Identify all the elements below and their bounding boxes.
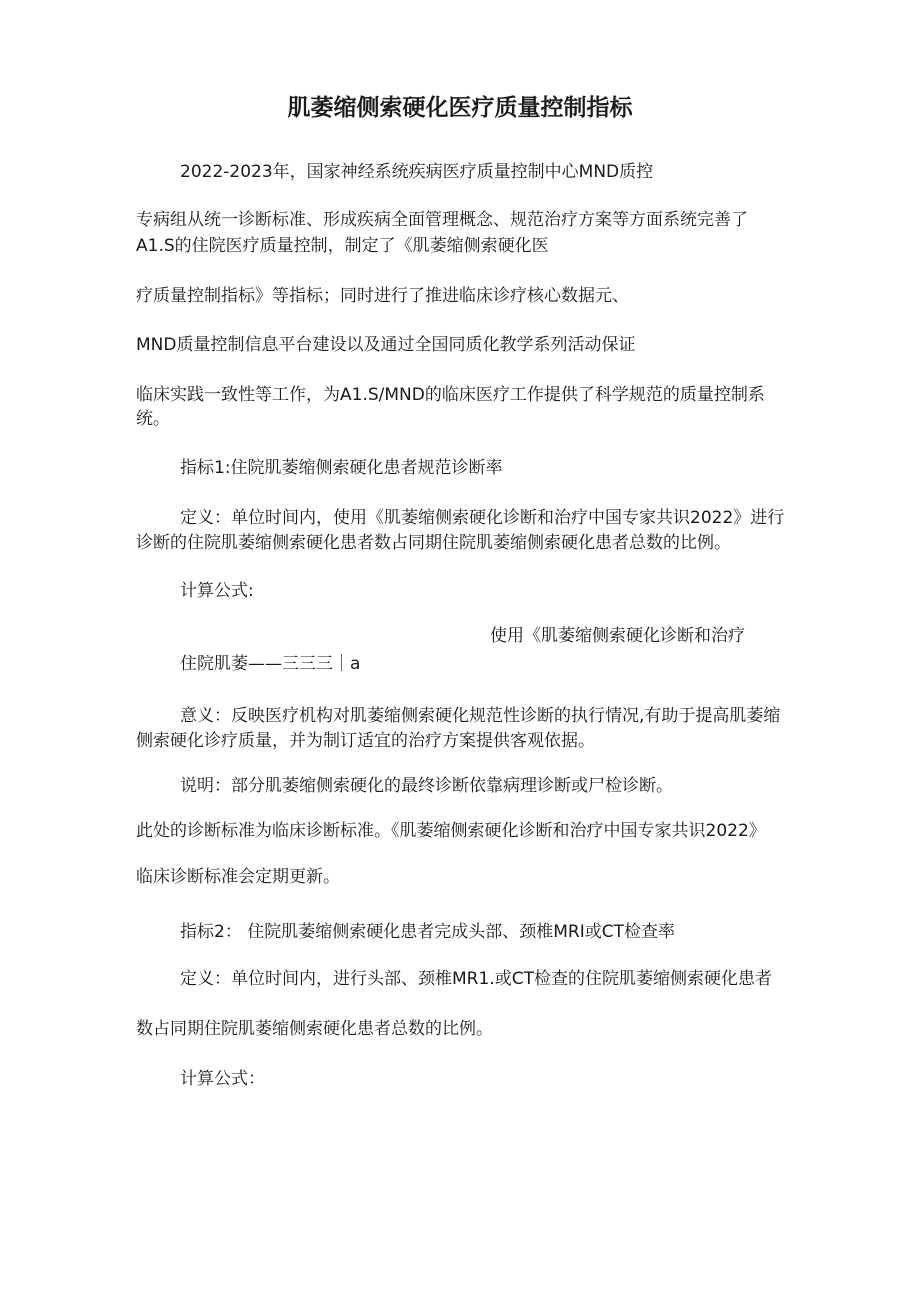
intro-line-1: 2022-2023年，国家神经系统疾病医疗质量控制中心MND质控	[180, 162, 654, 182]
intro-line-4: 疗质量控制指标》等指标；同时进行了推进临床诊疗核心数据元、	[136, 286, 629, 306]
indicator1-definition-1: 定义：单位时间内，使用《肌萎缩侧索硬化诊断和治疗中国专家共识2022》进行	[180, 508, 785, 528]
intro-line-7: 统。	[136, 409, 170, 429]
intro-line-3: A1.S的住院医疗质量控制，制定了《肌萎缩侧索硬化医	[136, 236, 549, 256]
indicator1-formula-numerator: 使用《肌萎缩侧索硬化诊断和治疗	[490, 626, 745, 646]
indicator1-note-1: 说明：部分肌萎缩侧索硬化的最终诊断依靠病理诊断或尸检诊断。	[180, 776, 673, 796]
indicator2-definition-1: 定义：单位时间内，进行头部、颈椎MR1.或CT检查的住院肌萎缩侧索硬化患者	[180, 969, 772, 989]
indicator1-note-3: 临床诊断标准会定期更新。	[136, 867, 340, 887]
indicator1-formula-label: 计算公式:	[180, 581, 254, 601]
indicator1-meaning-2: 侧索硬化诊疗质量，并为制订适宜的治疗方案提供客观依据。	[136, 731, 595, 751]
intro-line-5: MND质量控制信息平台建设以及通过全国同质化教学系列活动保证	[136, 335, 636, 355]
indicator2-definition-2: 数占同期住院肌萎缩侧索硬化患者总数的比例。	[136, 1019, 493, 1039]
indicator2-heading: 指标2： 住院肌萎缩侧索硬化患者完成头部、颈椎MRI或CT检查率	[180, 922, 675, 942]
document-title: 肌萎缩侧索硬化医疗质量控制指标	[287, 95, 633, 121]
intro-line-6: 临床实践一致性等工作，为A1.S/MND的临床医疗工作提供了科学规范的质量控制系	[136, 385, 765, 405]
indicator2-formula-label: 计算公式：	[180, 1069, 265, 1089]
indicator1-note-2: 此处的诊断标准为临床诊断标准。《肌萎缩侧索硬化诊断和治疗中国专家共识2022》	[136, 821, 766, 841]
indicator1-formula-left: 住院肌萎——三三三｜a	[180, 654, 361, 674]
indicator1-heading: 指标1:住院肌萎缩侧索硬化患者规范诊断率	[180, 458, 503, 478]
indicator1-meaning-1: 意义：反映医疗机构对肌萎缩侧索硬化规范性诊断的执行情况,有助于提高肌萎缩	[180, 706, 781, 726]
indicator1-definition-2: 诊断的住院肌萎缩侧索硬化患者数占同期住院肌萎缩侧索硬化患者总数的比例。	[136, 533, 731, 553]
intro-line-2: 专病组从统一诊断标准、形成疾病全面管理概念、规范治疗方案等方面系统完善了	[136, 210, 748, 230]
